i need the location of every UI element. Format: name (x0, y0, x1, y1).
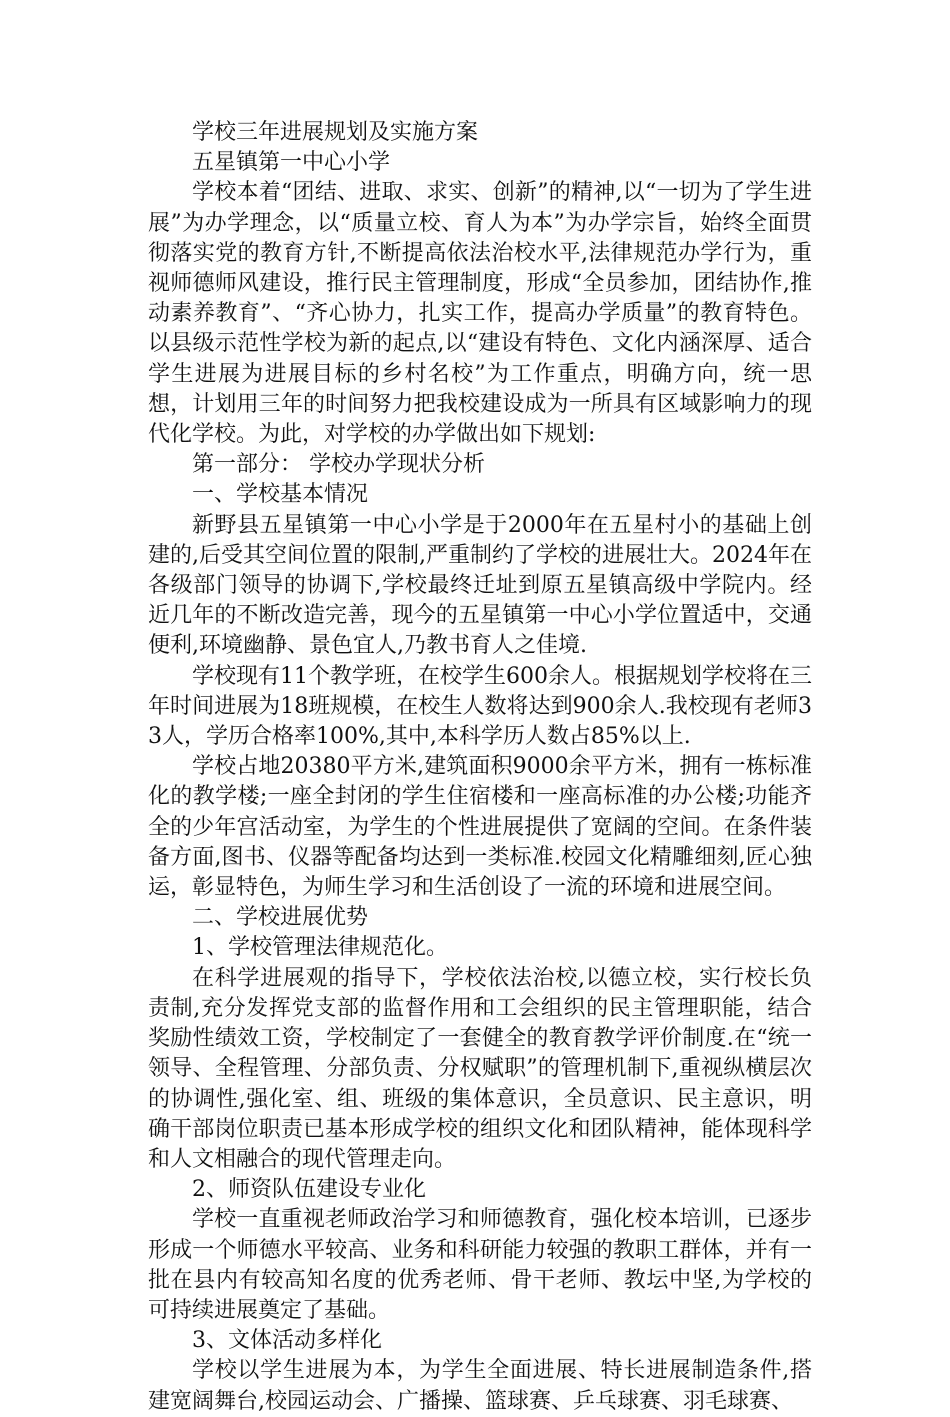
paragraph-facilities: 学校占地20380平方米,建筑面积9000余平方米，拥有一栋标准化的教学楼;一座全封闭的学生住宿楼和一座高标准的办公楼;功能齐全的少年宫活动室，为学生的个性进展提供了宽阔的空间。在条件装备方面,图书、仪器等配备均达到一类标准.校园文化精雕细刻,匠心独运，彰显特色，为师生学习和生活创设了一流的环境和进展空间。 (148, 754, 812, 901)
document-title: 学校三年进展规划及实施方案 (192, 120, 479, 145)
paragraph-scale: 学校现有11个教学班，在校学生600余人。根据规划学校将在三年时间进展为18班规模，在校生人数将达到900余人.我校现有老师33人，学历合格率100%,其中,本科学历人数占85%以上. (148, 663, 812, 750)
intro-paragraph: 学校本着“团结、进取、求实、创新”的精神,以“一切为了学生进展”为办学理念，以“质量立校、育人为本”为办学宗旨，始终全面贯彻落实党的教育方针,不断提高依法治校水平,法律规范办学行为，重视师德师风建设，推行民主管理制度，形成“全员参加，团结协作,推动素养教育”、“齐心协力，扎实工作，提高办学质量”的教育特色。以县级示范性学校为新的起点,以“建设有特色、文化内涵深厚、适合学生进展为进展目标的乡村名校”为工作重点，明确方向，统一思想，计划用三年的时间努力把我校建设成为一所具有区域影响力的现代化学校。为此，对学校的办学做出如下规划: (148, 180, 812, 448)
document-page (148, 118, 812, 1417)
item-heading-management: 1、学校管理法律规范化。 (192, 935, 448, 961)
school-name: 五星镇第一中心小学 (192, 150, 391, 176)
section-heading-part-one: 第一部分： 学校办学现状分析 (192, 452, 485, 478)
paragraph-history: 新野县五星镇第一中心小学是于2000年在五星村小的基础上创建的,后受其空间位置的限制,严重制约了学校的进展壮大。2024年在各级部门领导的协调下,学校最终迁址到原五星镇高级中学院内。经近几年的不断改造完善，现今的五星镇第一中心小学位置适中，交通便利,环境幽静、景色宜人,乃教书育人之佳境. (148, 512, 812, 659)
paragraph-management: 在科学进展观的指导下，学校依法治校,以德立校，实行校长负责制,充分发挥党支部的监督作用和工会组织的民主管理职能，结合奖励性绩效工资，学校制定了一套健全的教育教学评价制度.在“统一领导、全程管理、分部负责、分权赋职”的管理机制下,重视纵横层次的协调性,强化室、组、班级的集体意识，全员意识、民主意识，明确干部岗位职责已基本形成学校的组织文化和团队精神，能体现科学和人文相融合的现代管理走向。 (148, 965, 812, 1172)
item-heading-teachers: 2、师资队伍建设专业化 (192, 1177, 426, 1203)
subsection-heading-basic-info: 一、学校基本情况 (192, 482, 369, 508)
paragraph-teachers: 学校一直重视老师政治学习和师德教育，强化校本培训，已逐步形成一个师德水平较高、业务和科研能力较强的教职工群体，并有一批在县内有较高知名度的优秀老师、骨干老师、教坛中坚,为学校的可持续进展奠定了基础。 (148, 1207, 812, 1323)
paragraph-activities: 学校以学生进展为本，为学生全面进展、特长进展制造条件,搭建宽阔舞台,校园运动会、广播操、篮球赛、乒乓球赛、羽毛球赛、 (148, 1358, 812, 1414)
subsection-heading-advantages: 二、学校进展优势 (192, 905, 369, 931)
item-heading-activities: 3、文体活动多样化 (192, 1328, 382, 1354)
